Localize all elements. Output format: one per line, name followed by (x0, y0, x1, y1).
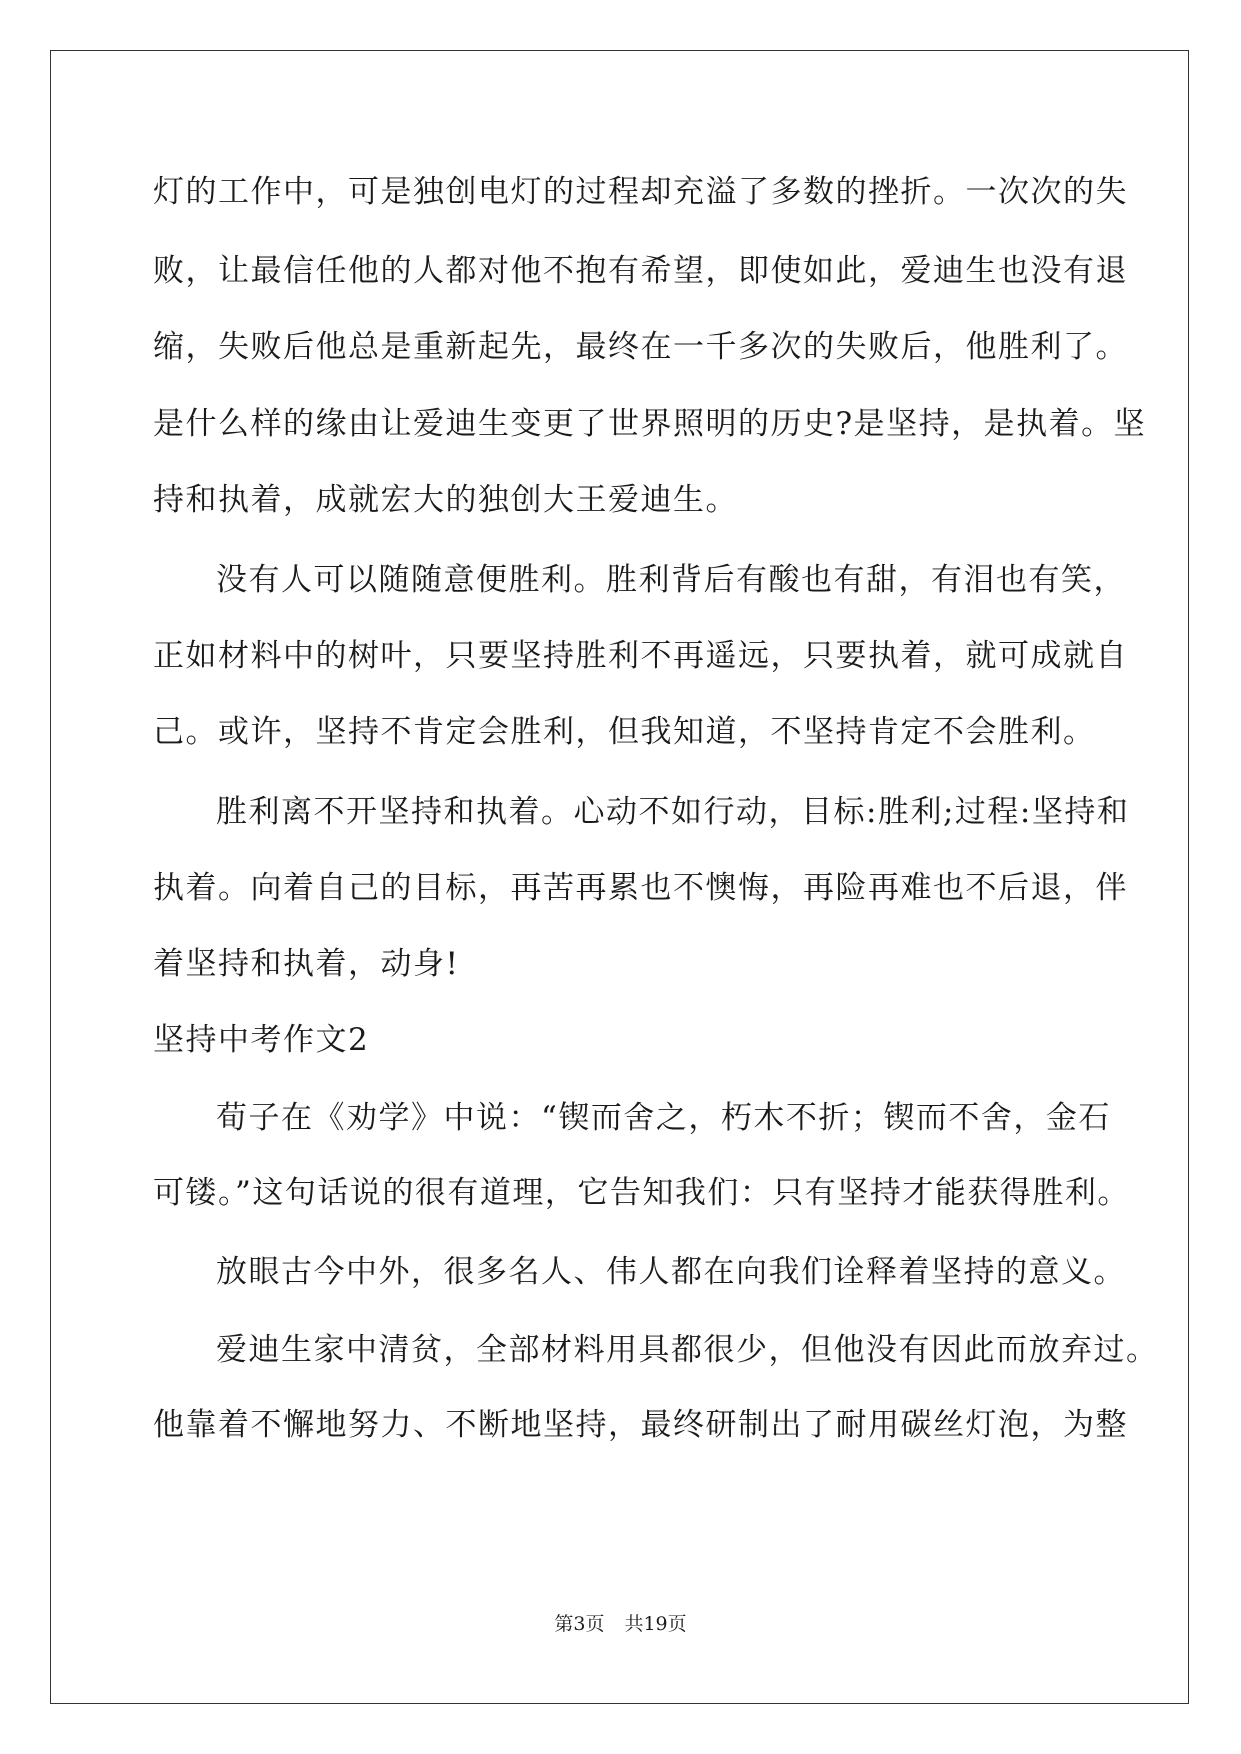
text-line: 缩，失败后他总是重新起先，最终在一千多次的失败后，他胜利了。 (153, 329, 1128, 365)
text-line: 灯的工作中，可是独创电灯的过程却充溢了多数的挫折。一次次的失 (153, 174, 1128, 210)
text-line: 败，让最信任他的人都对他不抱有希望，即使如此，爱迪生也没有退 (153, 253, 1128, 289)
paragraph-first-line: 爱迪生家中清贫，全部材料用具都很少，但他没有因此而放弃过。 (216, 1332, 1159, 1368)
paragraph-first-line: 胜利离不开坚持和执着。心动不如行动，目标:胜利;过程:坚持和 (216, 794, 1130, 830)
paragraph-first-line: 放眼古今中外，很多名人、伟人都在向我们诠释着坚持的意义。 (216, 1254, 1126, 1290)
text-line: 正如材料中的树叶，只要坚持胜利不再遥远，只要执着，就可成就自 (153, 638, 1128, 674)
paragraph-first-line: 荀子在《劝学》中说：“锲而舍之，朽木不折；锲而不舍，金石 (216, 1100, 1111, 1136)
text-line: 他靠着不懈地努力、不断地坚持，最终研制出了耐用碳丝灯泡，为整 (153, 1407, 1128, 1443)
text-line: 持和执着，成就宏大的独创大王爱迪生。 (153, 482, 738, 518)
page-total: 共19页 (624, 1613, 687, 1635)
page-number: 第3页 (554, 1613, 605, 1635)
paragraph-first-line: 没有人可以随随意便胜利。胜利背后有酸也有甜，有泪也有笑， (216, 562, 1126, 598)
section-heading: 坚持中考作文2 (153, 1022, 370, 1058)
text-line: 可镂。”这句话说的很有道理，它告知我们：只有坚持才能获得胜利。 (153, 1175, 1130, 1211)
text-line: 是什么样的缘由让爱迪生变更了世界照明的历史?是坚持，是执着。坚 (153, 406, 1147, 442)
page-footer (0, 1612, 1241, 1636)
text-line: 执着。向着自己的目标，再苦再累也不懊悔，再险再难也不后退，伴 (153, 870, 1128, 906)
text-line: 着坚持和执着，动身! (153, 946, 460, 982)
text-line: 己。或许，坚持不肯定会胜利，但我知道，不坚持肯定不会胜利。 (153, 714, 1096, 750)
